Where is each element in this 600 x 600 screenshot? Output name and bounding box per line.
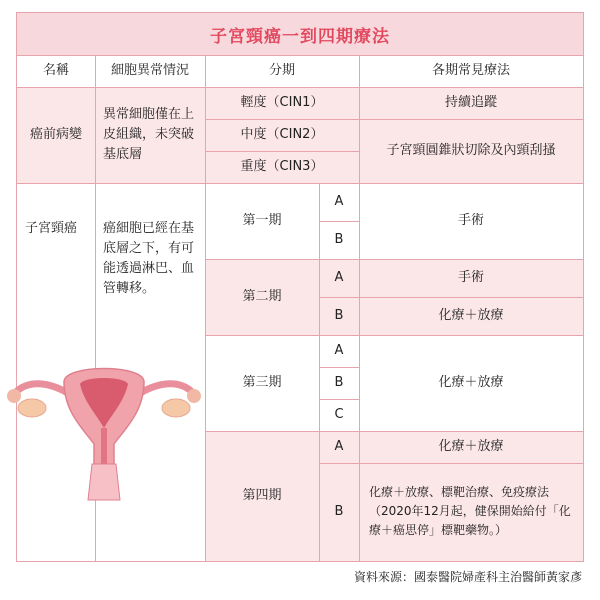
stage1-treatment: 手術 — [457, 213, 484, 228]
header-stage: 分期 — [268, 63, 295, 78]
cancer-description: 癌細胞已經在基底層之下，有可能透過淋巴、血管轉移。 — [103, 221, 195, 296]
header-cell-status: 細胞異常情況 — [110, 63, 189, 78]
stage3-a: A — [334, 343, 344, 358]
stage3-c: C — [334, 407, 344, 422]
stage4-treatment-b: 化療＋放療、標靶治療、免疫療法（2020年12月起，健保開始給付「化療＋癌思停」標靶藥物。） — [369, 485, 571, 537]
stage4-b: B — [334, 504, 344, 519]
cancer-name: 子宮頸癌 — [25, 221, 78, 236]
stage4-label: 第四期 — [242, 488, 282, 503]
stage2-label: 第二期 — [242, 289, 282, 304]
stage-cin1: 輕度（CIN1） — [240, 95, 324, 110]
stage2-treatment-b: 化療＋放療 — [438, 308, 504, 323]
header-name: 名稱 — [42, 63, 69, 78]
precancer-name: 癌前病變 — [29, 127, 82, 142]
stage2-treatment-a: 手術 — [457, 270, 484, 285]
precancer-description: 異常細胞僅在上皮組織，未突破基底層 — [103, 107, 195, 162]
stage1-b: B — [334, 232, 344, 247]
stage2-a: A — [334, 270, 344, 285]
stage3-label: 第三期 — [242, 375, 282, 390]
uterus-illustration — [4, 352, 204, 502]
header-treatment: 各期常見療法 — [431, 63, 510, 78]
stage1-a: A — [334, 194, 344, 209]
table-title: 子宮頸癌一到四期療法 — [17, 13, 583, 56]
stage2-b: B — [334, 308, 344, 323]
source-note: 資料來源：國泰醫院婦產科主治醫師黃家彥 — [353, 570, 582, 584]
stage-cin3: 重度（CIN3） — [240, 159, 324, 174]
stage3-treatment: 化療＋放療 — [438, 375, 504, 390]
stage3-b: B — [334, 375, 344, 390]
treatment-cin1: 持續追蹤 — [444, 95, 497, 110]
stage-cin2: 中度（CIN2） — [240, 127, 324, 142]
stage4-treatment-a: 化療＋放療 — [438, 439, 504, 454]
stage4-a: A — [334, 439, 344, 454]
treatment-cin2-cin3: 子宮頸圓錐狀切除及內頸刮搔 — [386, 143, 556, 158]
stage1-label: 第一期 — [242, 213, 282, 228]
